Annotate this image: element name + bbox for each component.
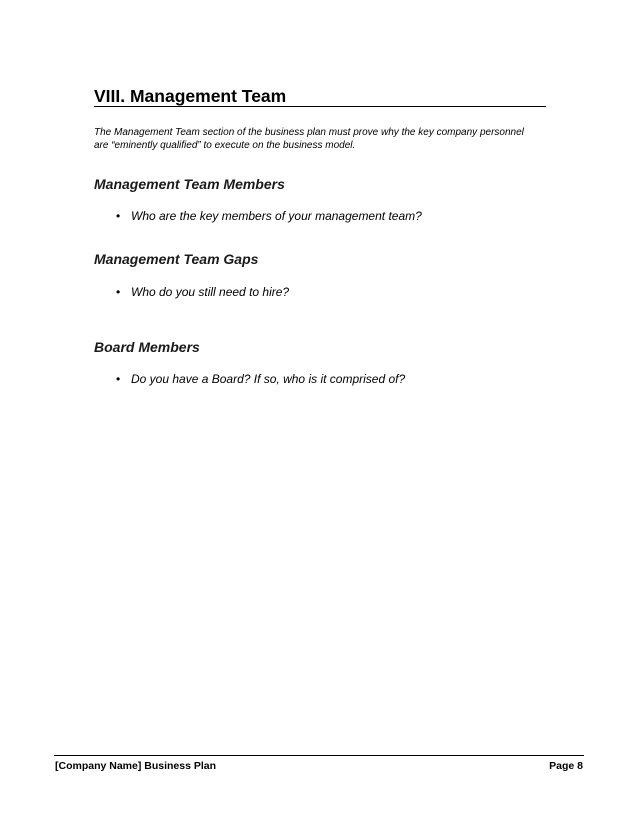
bullet-text: Who do you still need to hire? [131, 285, 290, 299]
subheading-management-team-members: Management Team Members [94, 176, 285, 192]
section-title: VIII. Management Team [94, 86, 546, 107]
bullet-item [116, 372, 405, 386]
subheading-management-team-gaps: Management Team Gaps [94, 251, 259, 267]
footer-page-number: Page 8 [549, 760, 583, 772]
intro-line-2: are “eminently qualified” to execute on the business model. [94, 140, 356, 151]
bullet-dot: • [116, 372, 121, 386]
footer-divider [54, 755, 584, 756]
bullet-dot: • [116, 209, 121, 223]
bullet-item [116, 209, 422, 223]
bullet-dot: • [116, 285, 121, 299]
bullet-text: Do you have a Board? If so, who is it comprised of? [131, 372, 406, 386]
bullet-item [116, 285, 289, 299]
intro-line-1: The Management Team section of the business plan must prove why the key company personnel [94, 127, 524, 138]
bullet-text: Who are the key members of your management team? [131, 209, 422, 223]
section-intro [94, 126, 564, 152]
subheading-board-members: Board Members [94, 339, 200, 355]
footer-document-title: [Company Name] Business Plan [55, 760, 217, 772]
